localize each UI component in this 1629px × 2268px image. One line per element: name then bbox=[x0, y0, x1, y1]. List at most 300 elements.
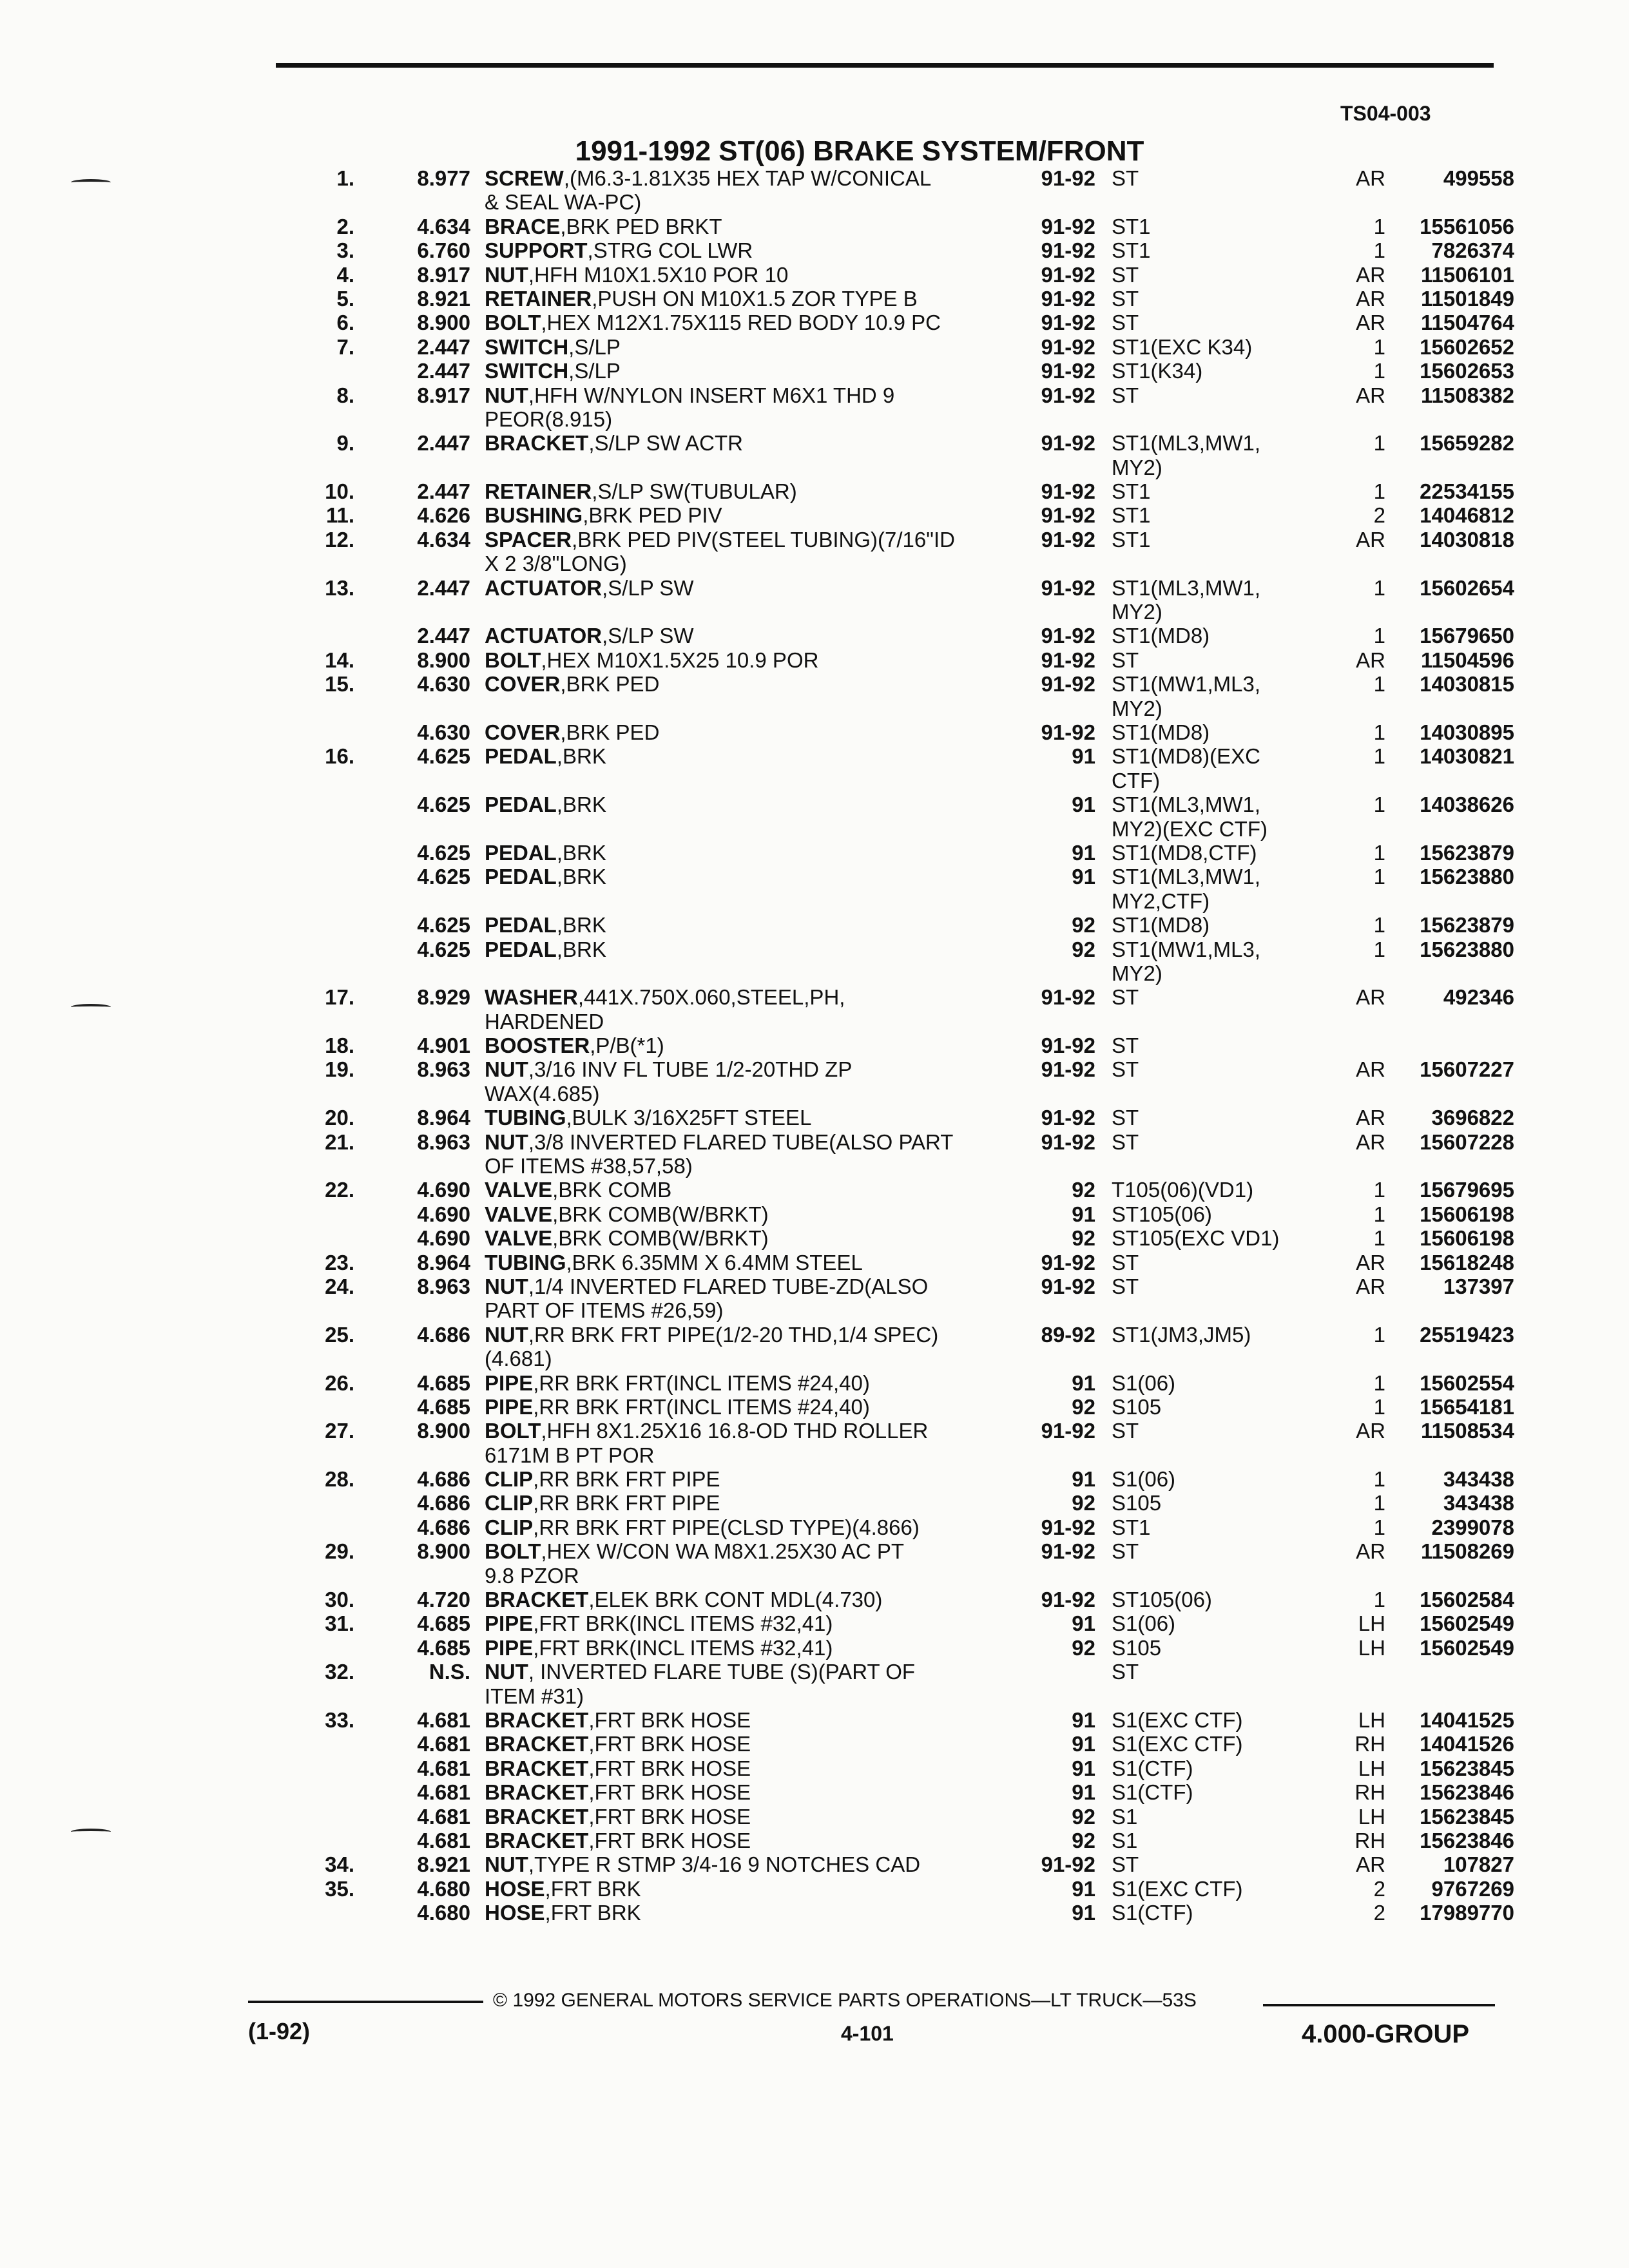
model-code: MY2) bbox=[1112, 455, 1162, 479]
quantity: 1 bbox=[1373, 720, 1385, 744]
quantity: AR bbox=[1356, 262, 1385, 287]
quantity: 1 bbox=[1373, 214, 1385, 238]
part-detail: 9.8 PZOR bbox=[485, 1563, 579, 1588]
table-row bbox=[0, 1564, 1629, 1588]
model-code: ST bbox=[1112, 311, 1139, 335]
part-detail: ,TYPE R STMP 3/4-16 9 NOTCHES CAD bbox=[528, 1852, 921, 1877]
part-detail: (4.681) bbox=[485, 1347, 552, 1371]
part-description bbox=[485, 263, 1007, 287]
part-detail: ,BRK bbox=[556, 913, 606, 937]
part-number: 3696822 bbox=[1431, 1106, 1514, 1130]
part-number: 11506101 bbox=[1420, 262, 1514, 287]
model-code: ST bbox=[1112, 1057, 1139, 1082]
part-detail: ,HEX W/CON WA M8X1.25X30 AC PT bbox=[541, 1539, 904, 1564]
quantity: 1 bbox=[1373, 1394, 1385, 1419]
model-code: ST1 bbox=[1112, 479, 1151, 504]
part-description bbox=[485, 1491, 1007, 1515]
part-number: 14038626 bbox=[1420, 793, 1514, 817]
model-code: S105 bbox=[1112, 1394, 1162, 1419]
part-number: 499558 bbox=[1443, 166, 1514, 190]
group-number: 4.685 bbox=[417, 1635, 470, 1660]
part-description bbox=[485, 1106, 1007, 1129]
quantity: 1 bbox=[1373, 1467, 1385, 1492]
part-name: BOLT bbox=[485, 1539, 541, 1564]
model-code: CTF) bbox=[1112, 768, 1161, 793]
part-detail: ,BRK PED bbox=[560, 720, 660, 744]
group-number: N.S. bbox=[429, 1660, 470, 1684]
quantity: AR bbox=[1356, 311, 1385, 335]
model-code: S1(CTF) bbox=[1112, 1901, 1193, 1925]
table-row bbox=[0, 769, 1629, 793]
model-years: 91-92 bbox=[1041, 1515, 1095, 1539]
item-number: 18. bbox=[325, 1033, 354, 1058]
part-description bbox=[485, 166, 1007, 190]
table-row bbox=[0, 528, 1629, 552]
part-description bbox=[485, 744, 1007, 768]
table-row bbox=[0, 1033, 1629, 1057]
model-code: ST bbox=[1112, 1106, 1139, 1130]
group-number: 4.686 bbox=[417, 1467, 470, 1492]
model-years: 91-92 bbox=[1041, 359, 1095, 383]
part-description bbox=[485, 215, 1007, 238]
item-number: 28. bbox=[325, 1467, 354, 1492]
part-name: BRACKET bbox=[485, 1828, 589, 1852]
part-name: BOOSTER bbox=[485, 1033, 590, 1058]
part-detail: WAX(4.685) bbox=[485, 1081, 600, 1106]
table-row bbox=[0, 1780, 1629, 1804]
group-number: 4.685 bbox=[417, 1611, 470, 1636]
part-name: NUT bbox=[485, 262, 528, 287]
table-row bbox=[0, 600, 1629, 624]
part-detail: ,FRT BRK HOSE bbox=[588, 1708, 751, 1732]
part-number: 14041526 bbox=[1420, 1732, 1514, 1756]
part-detail: ,HFH 8X1.25X16 16.8-OD THD ROLLER bbox=[541, 1419, 929, 1443]
part-number: 14030818 bbox=[1420, 527, 1514, 552]
quantity: 1 bbox=[1373, 431, 1385, 456]
table-row bbox=[0, 1877, 1629, 1901]
part-name: BRACKET bbox=[485, 1732, 589, 1756]
item-number: 20. bbox=[325, 1106, 354, 1130]
table-row bbox=[0, 1226, 1629, 1250]
part-name: SPACER bbox=[485, 527, 572, 552]
group-number: 4.625 bbox=[417, 793, 470, 817]
item-number: 30. bbox=[325, 1588, 354, 1612]
footer-rule-left bbox=[248, 2001, 483, 2003]
group-number: 4.626 bbox=[417, 503, 470, 528]
part-name: TUBING bbox=[485, 1250, 566, 1274]
part-number: 7826374 bbox=[1431, 238, 1514, 263]
model-years: 91-92 bbox=[1041, 1106, 1095, 1130]
part-name: BRACKET bbox=[485, 1708, 589, 1732]
model-years: 91-92 bbox=[1041, 334, 1095, 359]
part-detail: ,BRK COMB bbox=[552, 1178, 672, 1202]
part-number: 11508534 bbox=[1420, 1419, 1514, 1443]
item-number: 23. bbox=[325, 1250, 354, 1274]
part-description bbox=[485, 937, 1007, 961]
model-years: 91 bbox=[1072, 793, 1095, 817]
footer-rule-right bbox=[1263, 2004, 1495, 2006]
quantity: 1 bbox=[1373, 1588, 1385, 1612]
group-number: 4.630 bbox=[417, 720, 470, 744]
copyright-line: © 1992 GENERAL MOTORS SERVICE PARTS OPERATIONS—LT TRUCK—53S bbox=[493, 1990, 1197, 2011]
model-years: 92 bbox=[1072, 913, 1095, 937]
table-row bbox=[0, 1756, 1629, 1780]
model-code: ST bbox=[1112, 383, 1139, 407]
part-number: 2399078 bbox=[1431, 1515, 1514, 1539]
table-row bbox=[0, 1082, 1629, 1106]
part-name: HOSE bbox=[485, 1876, 545, 1901]
part-detail: ,BRK PED bbox=[560, 672, 660, 697]
model-years: 92 bbox=[1072, 1804, 1095, 1829]
part-name: ACTUATOR bbox=[485, 624, 602, 648]
group-number: 4.681 bbox=[417, 1756, 470, 1780]
part-detail: ,(M6.3-1.81X35 HEX TAP W/CONICAL bbox=[563, 166, 932, 190]
model-code: ST bbox=[1112, 1274, 1139, 1298]
group-number: 8.963 bbox=[417, 1274, 470, 1298]
part-number: 343438 bbox=[1443, 1467, 1514, 1492]
model-code: S1(06) bbox=[1112, 1370, 1176, 1395]
part-description bbox=[485, 552, 1007, 575]
part-description bbox=[485, 359, 1007, 383]
quantity: AR bbox=[1356, 985, 1385, 1010]
part-name: BRACKET bbox=[485, 1780, 589, 1805]
part-detail: ,RR BRK FRT PIPE(1/2-20 THD,1/4 SPEC) bbox=[528, 1322, 939, 1347]
part-detail: OF ITEMS #38,57,58) bbox=[485, 1154, 693, 1178]
part-number: 11501849 bbox=[1420, 286, 1514, 311]
quantity: RH bbox=[1354, 1780, 1385, 1805]
item-number: 26. bbox=[325, 1370, 354, 1395]
group-number: 8.929 bbox=[417, 985, 470, 1010]
model-years: 91-92 bbox=[1041, 431, 1095, 456]
part-detail: ,FRT BRK(INCL ITEMS #32,41) bbox=[533, 1635, 833, 1660]
quantity: 1 bbox=[1373, 238, 1385, 263]
quantity: 1 bbox=[1373, 1322, 1385, 1347]
part-detail: & SEAL WA-PC) bbox=[485, 190, 642, 215]
part-name: BRACE bbox=[485, 214, 561, 238]
part-detail: ,BRK bbox=[556, 840, 606, 865]
part-number: 107827 bbox=[1443, 1852, 1514, 1877]
part-description bbox=[485, 793, 1007, 816]
part-detail: ,BRK COMB(W/BRKT) bbox=[552, 1202, 769, 1226]
part-number: 14041525 bbox=[1420, 1708, 1514, 1732]
part-description bbox=[485, 1877, 1007, 1901]
table-row bbox=[0, 263, 1629, 287]
quantity: 1 bbox=[1373, 937, 1385, 961]
model-code: MY2) bbox=[1112, 961, 1162, 985]
table-row bbox=[0, 913, 1629, 937]
part-detail: ,S/LP SW bbox=[602, 624, 694, 648]
part-name: BUSHING bbox=[485, 503, 583, 528]
part-name: COVER bbox=[485, 720, 561, 744]
group-number: 2.447 bbox=[417, 624, 470, 648]
quantity: 1 bbox=[1373, 479, 1385, 504]
part-name: VALVE bbox=[485, 1178, 553, 1202]
table-row bbox=[0, 431, 1629, 455]
part-name: SWITCH bbox=[485, 334, 569, 359]
part-description bbox=[485, 865, 1007, 889]
part-name: SWITCH bbox=[485, 359, 569, 383]
part-name: PEDAL bbox=[485, 865, 557, 889]
group-number: 8.977 bbox=[417, 166, 470, 190]
part-detail: ,FRT BRK bbox=[545, 1901, 641, 1925]
item-number: 12. bbox=[325, 527, 354, 552]
part-detail: ,S/LP SW bbox=[602, 575, 694, 600]
item-number: 33. bbox=[325, 1708, 354, 1732]
part-detail: ,FRT BRK HOSE bbox=[588, 1732, 751, 1756]
group-number: 8.900 bbox=[417, 1419, 470, 1443]
table-row bbox=[0, 817, 1629, 841]
part-number: 15602549 bbox=[1420, 1611, 1514, 1636]
part-description bbox=[485, 1298, 1007, 1322]
item-number: 19. bbox=[325, 1057, 354, 1082]
group-number: 4.634 bbox=[417, 527, 470, 552]
table-row bbox=[0, 1660, 1629, 1684]
model-code: MY2)(EXC CTF) bbox=[1112, 816, 1268, 841]
part-number: 15679650 bbox=[1420, 624, 1514, 648]
table-row bbox=[0, 1443, 1629, 1467]
model-years: 91-92 bbox=[1041, 575, 1095, 600]
model-code: S1 bbox=[1112, 1804, 1138, 1829]
model-code: ST1 bbox=[1112, 238, 1151, 263]
model-code: S105 bbox=[1112, 1491, 1162, 1515]
document-id: TS04-003 bbox=[1340, 102, 1431, 125]
model-years: 91-92 bbox=[1041, 985, 1095, 1010]
model-years: 92 bbox=[1072, 1828, 1095, 1852]
table-row bbox=[0, 1106, 1629, 1129]
table-row bbox=[0, 697, 1629, 720]
model-years: 91-92 bbox=[1041, 311, 1095, 335]
part-detail: ,HFH W/NYLON INSERT M6X1 THD 9 bbox=[528, 383, 895, 407]
part-description bbox=[485, 287, 1007, 311]
part-number: 15606198 bbox=[1420, 1226, 1514, 1251]
quantity: AR bbox=[1356, 1419, 1385, 1443]
table-row bbox=[0, 624, 1629, 648]
part-detail: ,FRT BRK HOSE bbox=[588, 1756, 751, 1780]
quantity: 1 bbox=[1373, 624, 1385, 648]
model-code: ST bbox=[1112, 1852, 1139, 1877]
part-number: 15623879 bbox=[1420, 913, 1514, 937]
quantity: 1 bbox=[1373, 672, 1385, 697]
part-name: RETAINER bbox=[485, 286, 592, 311]
part-name: PIPE bbox=[485, 1370, 534, 1395]
part-number: 15561056 bbox=[1420, 214, 1514, 238]
item-number: 29. bbox=[325, 1539, 354, 1564]
table-row bbox=[0, 1684, 1629, 1708]
part-description bbox=[485, 1636, 1007, 1660]
part-name: NUT bbox=[485, 1322, 528, 1347]
group-number: 4.625 bbox=[417, 744, 470, 769]
part-detail: ,ELEK BRK CONT MDL(4.730) bbox=[588, 1588, 883, 1612]
part-description bbox=[485, 1010, 1007, 1033]
part-name: HOSE bbox=[485, 1901, 545, 1925]
part-number: 17989770 bbox=[1420, 1901, 1514, 1925]
table-row bbox=[0, 166, 1629, 190]
group-number: 8.964 bbox=[417, 1250, 470, 1274]
model-code: S1(CTF) bbox=[1112, 1780, 1193, 1805]
item-number: 1. bbox=[336, 166, 354, 190]
part-detail: ,P/B(*1) bbox=[590, 1033, 664, 1058]
part-detail: ,1/4 INVERTED FLARED TUBE-ZD(ALSO bbox=[528, 1274, 929, 1298]
table-row bbox=[0, 1202, 1629, 1226]
table-row bbox=[0, 287, 1629, 311]
model-code: ST bbox=[1112, 286, 1139, 311]
part-detail: X 2 3/8"LONG) bbox=[485, 552, 627, 576]
model-years: 91-92 bbox=[1041, 1588, 1095, 1612]
model-years: 91-92 bbox=[1041, 1129, 1095, 1154]
quantity: AR bbox=[1356, 166, 1385, 190]
model-code: S1(06) bbox=[1112, 1467, 1176, 1492]
part-name: BRACKET bbox=[485, 431, 589, 456]
model-years: 91-92 bbox=[1041, 383, 1095, 407]
model-code: S105 bbox=[1112, 1635, 1162, 1660]
model-code: ST1(K34) bbox=[1112, 359, 1203, 383]
quantity: LH bbox=[1358, 1708, 1385, 1732]
part-name: NUT bbox=[485, 1852, 528, 1877]
group-number: 4.690 bbox=[417, 1178, 470, 1202]
part-detail: ,BRK PED PIV bbox=[583, 503, 722, 528]
part-name: NUT bbox=[485, 1129, 528, 1154]
part-name: PIPE bbox=[485, 1611, 534, 1636]
group-number: 8.917 bbox=[417, 383, 470, 407]
quantity: LH bbox=[1358, 1756, 1385, 1780]
group-number: 8.900 bbox=[417, 1539, 470, 1564]
group-label: 4.000-GROUP bbox=[1302, 2020, 1470, 2048]
part-description bbox=[485, 1588, 1007, 1611]
table-row bbox=[0, 1467, 1629, 1491]
model-code: ST bbox=[1112, 1660, 1139, 1684]
part-description bbox=[485, 190, 1007, 214]
part-detail: ,RR BRK FRT(INCL ITEMS #24,40) bbox=[533, 1394, 870, 1419]
model-code: MY2) bbox=[1112, 600, 1162, 624]
model-years: 92 bbox=[1072, 1226, 1095, 1251]
part-number: 15623879 bbox=[1420, 840, 1514, 865]
part-name: ACTUATOR bbox=[485, 575, 602, 600]
group-number: 4.625 bbox=[417, 937, 470, 961]
group-number: 4.625 bbox=[417, 840, 470, 865]
model-code: S1 bbox=[1112, 1828, 1138, 1852]
quantity: 1 bbox=[1373, 1491, 1385, 1515]
model-years: 92 bbox=[1072, 937, 1095, 961]
item-number: 24. bbox=[325, 1274, 354, 1298]
item-number: 15. bbox=[325, 672, 354, 697]
table-row bbox=[0, 744, 1629, 768]
quantity: LH bbox=[1358, 1804, 1385, 1829]
table-row bbox=[0, 1852, 1629, 1876]
part-description bbox=[485, 985, 1007, 1009]
part-name: CLIP bbox=[485, 1491, 534, 1515]
part-detail: ,S/LP bbox=[568, 359, 621, 383]
part-description bbox=[485, 1564, 1007, 1588]
part-detail: ,S/LP bbox=[568, 334, 621, 359]
model-code: ST1(MD8) bbox=[1112, 913, 1210, 937]
model-code: ST1 bbox=[1112, 214, 1151, 238]
group-number: 2.447 bbox=[417, 334, 470, 359]
model-code: ST bbox=[1112, 985, 1139, 1010]
group-number: 4.901 bbox=[417, 1033, 470, 1058]
part-detail: ,BRK bbox=[556, 744, 606, 769]
table-row bbox=[0, 1419, 1629, 1443]
part-number: 15607228 bbox=[1420, 1129, 1514, 1154]
item-number: 13. bbox=[325, 575, 354, 600]
table-row bbox=[0, 720, 1629, 744]
item-number: 4. bbox=[336, 262, 354, 287]
model-code: S1(EXC CTF) bbox=[1112, 1708, 1243, 1732]
model-code: ST105(EXC VD1) bbox=[1112, 1226, 1280, 1251]
part-description bbox=[485, 1611, 1007, 1635]
model-code: ST1(EXC K34) bbox=[1112, 334, 1253, 359]
group-number: 4.681 bbox=[417, 1780, 470, 1805]
model-years: 91-92 bbox=[1041, 720, 1095, 744]
table-row bbox=[0, 190, 1629, 214]
group-number: 4.681 bbox=[417, 1804, 470, 1829]
part-description bbox=[485, 528, 1007, 552]
part-name: BOLT bbox=[485, 1419, 541, 1443]
part-detail: ,HEX M10X1.5X25 10.9 POR bbox=[541, 648, 819, 672]
part-number: 15602549 bbox=[1420, 1635, 1514, 1660]
part-detail: ,BRK bbox=[556, 865, 606, 889]
top-rule bbox=[276, 63, 1494, 68]
part-detail: , INVERTED FLARE TUBE (S)(PART OF bbox=[528, 1660, 916, 1684]
part-name: PEDAL bbox=[485, 840, 557, 865]
part-number: 15607227 bbox=[1420, 1057, 1514, 1082]
part-description bbox=[485, 311, 1007, 334]
model-years: 91 bbox=[1072, 1901, 1095, 1925]
quantity: AR bbox=[1356, 1129, 1385, 1154]
part-detail: PEOR(8.915) bbox=[485, 407, 613, 431]
part-description bbox=[485, 238, 1007, 262]
model-years: 91-92 bbox=[1041, 1539, 1095, 1564]
model-code: ST1(ML3,MW1, bbox=[1112, 793, 1261, 817]
part-description bbox=[485, 407, 1007, 431]
item-number: 32. bbox=[325, 1660, 354, 1684]
part-description bbox=[485, 1660, 1007, 1684]
item-number: 17. bbox=[325, 985, 354, 1010]
model-years: 91-92 bbox=[1041, 166, 1095, 190]
group-number: 8.900 bbox=[417, 311, 470, 335]
table-row bbox=[0, 1371, 1629, 1395]
part-description bbox=[485, 1154, 1007, 1178]
group-number: 2.447 bbox=[417, 431, 470, 456]
part-name: BRACKET bbox=[485, 1588, 589, 1612]
model-code: ST1(ML3,MW1, bbox=[1112, 431, 1261, 456]
part-detail: HARDENED bbox=[485, 1009, 604, 1033]
model-code: ST1(MW1,ML3, bbox=[1112, 937, 1261, 961]
quantity: 2 bbox=[1373, 1876, 1385, 1901]
revision-date: (1-92) bbox=[248, 2018, 311, 2044]
group-number: 4.680 bbox=[417, 1901, 470, 1925]
model-code: ST1(MD8)(EXC bbox=[1112, 744, 1261, 769]
part-description bbox=[485, 1852, 1007, 1876]
group-number: 2.447 bbox=[417, 575, 470, 600]
part-name: BRACKET bbox=[485, 1756, 589, 1780]
quantity: RH bbox=[1354, 1732, 1385, 1756]
quantity: 1 bbox=[1373, 1515, 1385, 1539]
group-number: 8.921 bbox=[417, 286, 470, 311]
part-detail: ,3/8 INVERTED FLARED TUBE(ALSO PART bbox=[528, 1129, 954, 1154]
model-years: 91 bbox=[1072, 1756, 1095, 1780]
model-years: 91-92 bbox=[1041, 527, 1095, 552]
part-description bbox=[485, 479, 1007, 503]
part-detail: ,3/16 INV FL TUBE 1/2-20THD ZP bbox=[528, 1057, 853, 1082]
table-row bbox=[0, 1901, 1629, 1925]
part-detail: ,BRK PED BRKT bbox=[560, 214, 722, 238]
page-title: 1991-1992 ST(06) BRAKE SYSTEM/FRONT bbox=[575, 135, 1144, 167]
part-description bbox=[485, 503, 1007, 527]
table-row bbox=[0, 865, 1629, 889]
table-row bbox=[0, 215, 1629, 238]
part-number: 15623846 bbox=[1420, 1780, 1514, 1805]
part-detail: ,HFH M10X1.5X10 POR 10 bbox=[528, 262, 789, 287]
